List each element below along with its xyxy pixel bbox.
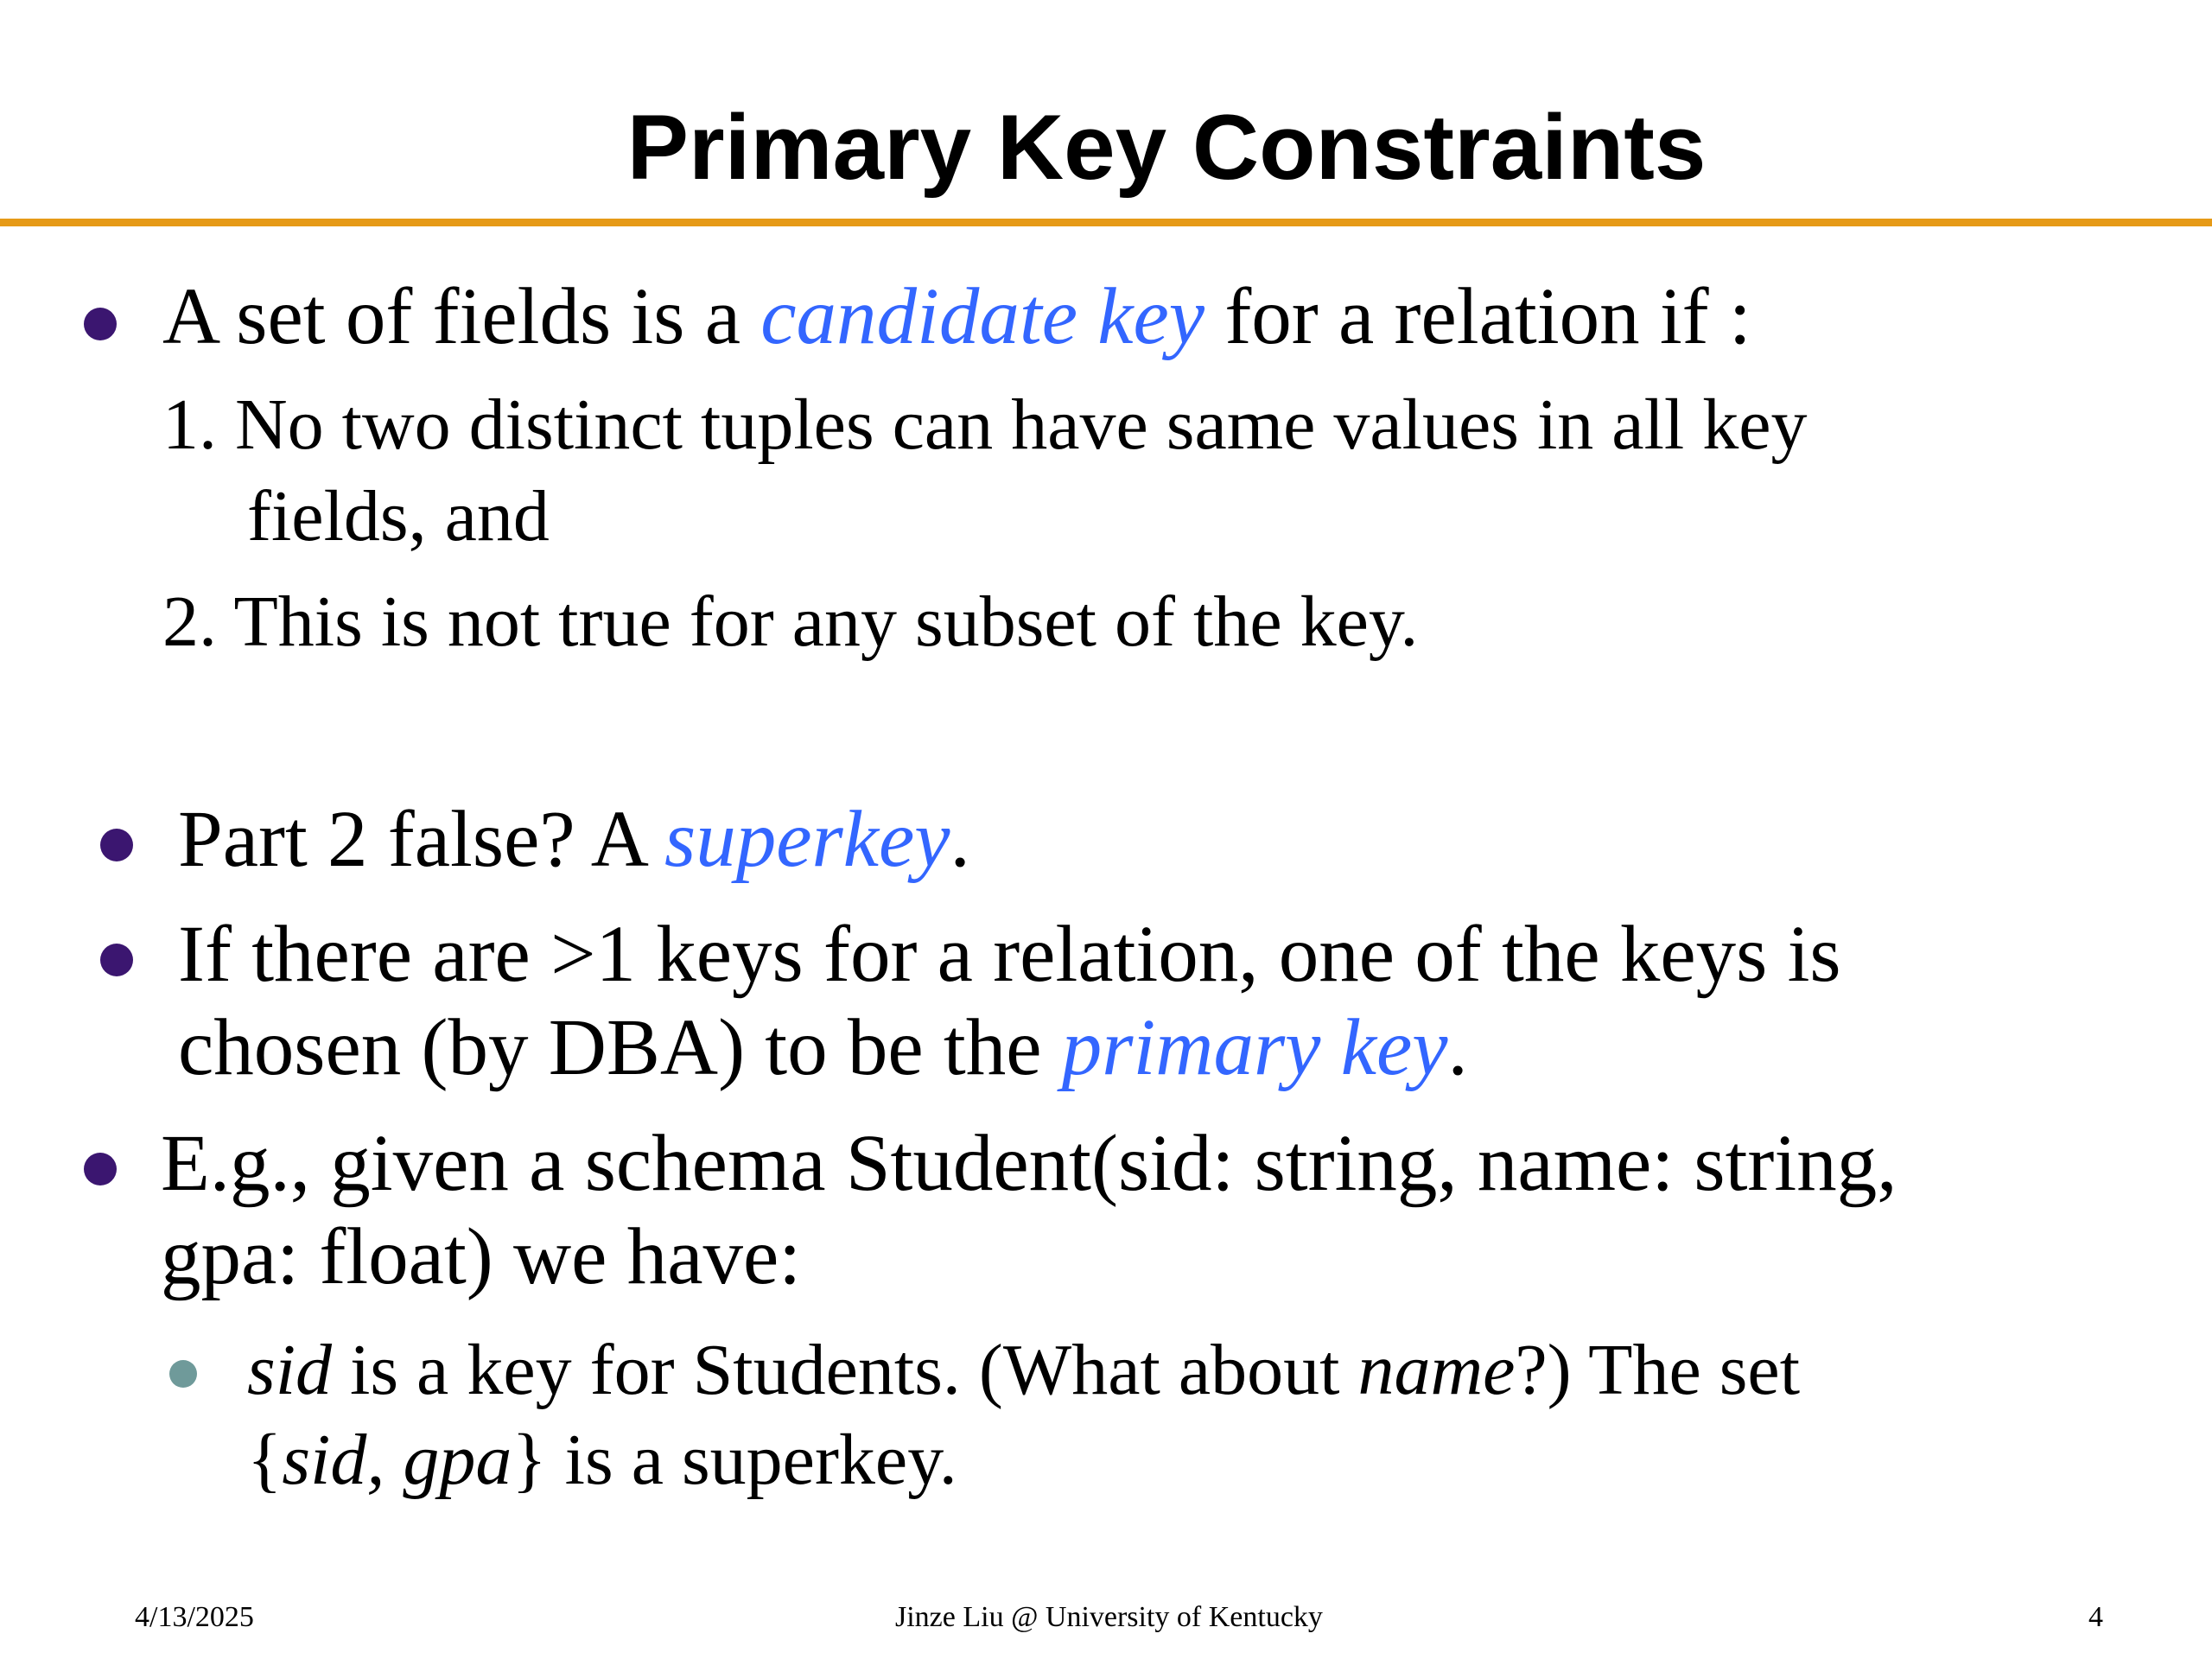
bullet-text: .	[950, 795, 970, 884]
bullet-marker	[100, 829, 133, 861]
bullet-example-line2	[161, 1210, 801, 1305]
sub-bullet-text: ?) The set	[1515, 1330, 1801, 1410]
sub-bullet-line1	[247, 1327, 1800, 1414]
sub-bullet-line2	[247, 1417, 957, 1503]
numbered-item-2	[162, 579, 1418, 665]
sub-bullet-italic: sid, gpa	[282, 1420, 512, 1500]
footer-author: Jinze Liu @ University of Kentucky	[895, 1601, 1323, 1633]
footer-page-number: 4	[2088, 1601, 2103, 1633]
sub-bullet-italic: sid	[247, 1330, 333, 1410]
numbered-item-1-continued	[247, 474, 550, 560]
bullet-text: A set of fields is a	[162, 272, 761, 361]
bullet-primary-key-line2	[178, 1001, 1468, 1096]
term-superkey: superkey	[664, 795, 950, 884]
bullet-text: for a relation if :	[1205, 272, 1751, 361]
bullet-text: gpa: float) we have:	[161, 1212, 802, 1301]
bullet-marker	[84, 308, 117, 340]
bullet-text: .	[1447, 1003, 1468, 1092]
sub-bullet-text: {	[247, 1420, 283, 1500]
term-primary-key: primary key	[1061, 1003, 1448, 1092]
footer-date: 4/13/2025	[135, 1601, 254, 1633]
numbered-item-text: 2. This is not true for any subset of the key.	[162, 582, 1419, 662]
bullet-marker	[100, 944, 133, 976]
sub-bullet-marker	[169, 1360, 197, 1388]
bullet-marker	[84, 1153, 117, 1185]
sub-bullet-text: is a key for Students. (What about	[332, 1330, 1358, 1410]
bullet-text: If there are >1 keys for a relation, one of the keys is	[178, 910, 1841, 999]
title-divider	[0, 219, 2212, 226]
term-candidate-key: candidate key	[760, 272, 1205, 361]
bullet-example-line1	[161, 1116, 1897, 1211]
bullet-primary-key-line1	[178, 907, 1841, 1002]
bullet-superkey	[178, 792, 970, 887]
sub-bullet-text: } is a superkey.	[512, 1420, 957, 1500]
bullet-text: E.g., given a schema Student(sid: string, name: string,	[161, 1119, 1897, 1208]
sub-bullet-italic: name	[1357, 1330, 1516, 1410]
numbered-item-text: fields, and	[247, 476, 550, 556]
bullet-candidate-key	[162, 270, 1751, 365]
slide-title: Primary Key Constraints	[626, 95, 1707, 199]
numbered-item-text: 1. No two distinct tuples can have same values in all key	[162, 385, 1808, 465]
bullet-text: chosen (by DBA) to be the	[178, 1003, 1062, 1092]
numbered-item-1	[162, 382, 1808, 468]
bullet-text: Part 2 false? A	[178, 795, 665, 884]
